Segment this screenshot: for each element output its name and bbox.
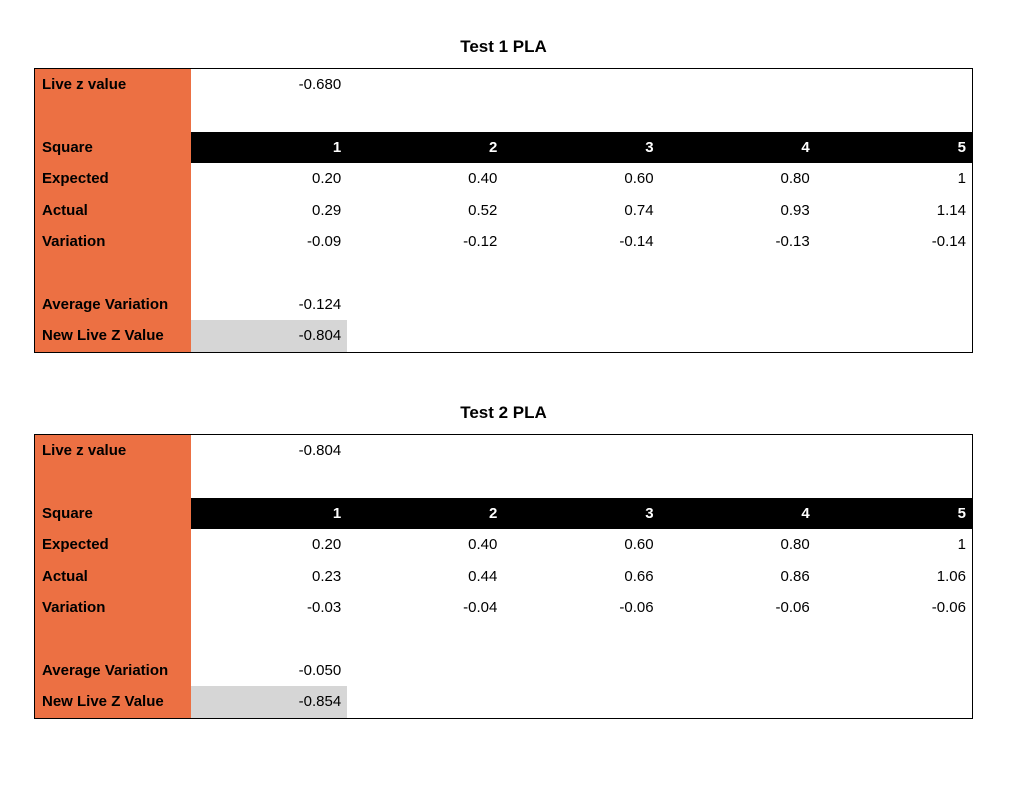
square-header[interactable]: 1 <box>191 498 347 529</box>
square-label[interactable]: Square <box>35 498 191 529</box>
expected-cell[interactable]: 0.60 <box>624 536 654 554</box>
avg-variation-value[interactable]: -0.124 <box>298 295 342 313</box>
actual-cell[interactable]: 0.44 <box>468 567 498 585</box>
square-header[interactable]: 2 <box>347 132 503 163</box>
square-row <box>35 498 972 529</box>
square-header[interactable]: 3 <box>503 132 659 163</box>
square-label[interactable]: Square <box>35 132 191 163</box>
live-z-label[interactable]: Live z value <box>35 69 191 116</box>
actual-cell[interactable]: 0.93 <box>780 201 810 219</box>
actual-cell[interactable]: 0.29 <box>311 201 342 219</box>
actual-row <box>35 561 972 592</box>
actual-cell[interactable]: 1.14 <box>936 201 966 219</box>
live-z-row <box>35 435 972 482</box>
live-z-value[interactable]: -0.804 <box>298 442 342 459</box>
actual-cell[interactable]: 0.52 <box>468 201 498 219</box>
actual-label[interactable]: Actual <box>35 561 191 592</box>
square-header[interactable]: 1 <box>191 132 347 163</box>
variation-cell[interactable]: -0.09 <box>306 233 342 251</box>
expected-label[interactable]: Expected <box>35 163 191 194</box>
square-header[interactable]: 5 <box>816 132 972 163</box>
new-live-z-value[interactable]: -0.854 <box>191 686 347 717</box>
expected-cell[interactable]: 0.60 <box>624 170 654 188</box>
empty-label-cell[interactable] <box>35 624 191 655</box>
spacer-cell <box>35 116 191 132</box>
empty-row <box>35 258 972 289</box>
actual-cell[interactable]: 0.86 <box>780 567 810 585</box>
expected-row <box>35 163 972 194</box>
variation-label[interactable]: Variation <box>35 592 191 623</box>
live-z-row <box>35 69 972 116</box>
actual-row <box>35 195 972 226</box>
actual-cell[interactable]: 1.06 <box>936 567 966 585</box>
actual-cell[interactable]: 0.23 <box>311 567 342 585</box>
expected-cell[interactable]: 1 <box>957 536 966 554</box>
square-header[interactable]: 3 <box>503 498 659 529</box>
expected-cell[interactable]: 0.80 <box>780 536 810 554</box>
variation-cell[interactable]: -0.04 <box>463 599 498 617</box>
actual-cell[interactable]: 0.74 <box>624 201 654 219</box>
variation-cell[interactable]: -0.14 <box>619 233 654 251</box>
new-live-z-row <box>35 686 972 717</box>
expected-cell[interactable]: 0.40 <box>468 536 498 554</box>
new-live-z-value[interactable]: -0.804 <box>191 320 347 351</box>
variation-cell[interactable]: -0.12 <box>463 233 498 251</box>
variation-cell[interactable]: -0.14 <box>931 233 966 251</box>
actual-label[interactable]: Actual <box>35 195 191 226</box>
new-live-z-label[interactable]: New Live Z Value <box>35 686 191 717</box>
variation-cell[interactable]: -0.06 <box>619 599 654 617</box>
expected-cell[interactable]: 0.80 <box>780 170 810 188</box>
square-header[interactable]: 4 <box>660 498 816 529</box>
expected-cell[interactable]: 0.40 <box>468 170 498 188</box>
variation-cell[interactable]: -0.06 <box>775 599 810 617</box>
new-live-z-label[interactable]: New Live Z Value <box>35 320 191 351</box>
empty-label-cell[interactable] <box>35 258 191 289</box>
table-1-title: Test 1 PLA <box>460 37 547 56</box>
expected-cell[interactable]: 0.20 <box>311 536 342 554</box>
spacer-cell <box>35 482 191 498</box>
variation-row <box>35 592 972 623</box>
table-2-title: Test 2 PLA <box>460 403 547 422</box>
expected-cell[interactable]: 1 <box>957 170 966 188</box>
square-row <box>35 132 972 163</box>
table-1 <box>34 68 973 353</box>
avg-variation-label[interactable]: Average Variation <box>35 289 191 320</box>
variation-label[interactable]: Variation <box>35 226 191 257</box>
variation-cell[interactable]: -0.06 <box>931 599 966 617</box>
live-z-value[interactable]: -0.680 <box>298 76 342 93</box>
expected-cell[interactable]: 0.20 <box>311 170 342 188</box>
avg-variation-label[interactable]: Average Variation <box>35 655 191 686</box>
live-z-label[interactable]: Live z value <box>35 435 191 482</box>
square-header[interactable]: 5 <box>816 498 972 529</box>
variation-cell[interactable]: -0.03 <box>306 599 342 617</box>
avg-variation-row <box>35 655 972 686</box>
table-2 <box>34 434 973 719</box>
expected-row <box>35 529 972 560</box>
avg-variation-value[interactable]: -0.050 <box>298 661 342 679</box>
variation-cell[interactable]: -0.13 <box>775 233 810 251</box>
new-live-z-row <box>35 320 972 351</box>
variation-row <box>35 226 972 257</box>
actual-cell[interactable]: 0.66 <box>624 567 654 585</box>
empty-row <box>35 624 972 655</box>
square-header[interactable]: 4 <box>660 132 816 163</box>
avg-variation-row <box>35 289 972 320</box>
expected-label[interactable]: Expected <box>35 529 191 560</box>
square-header[interactable]: 2 <box>347 498 503 529</box>
